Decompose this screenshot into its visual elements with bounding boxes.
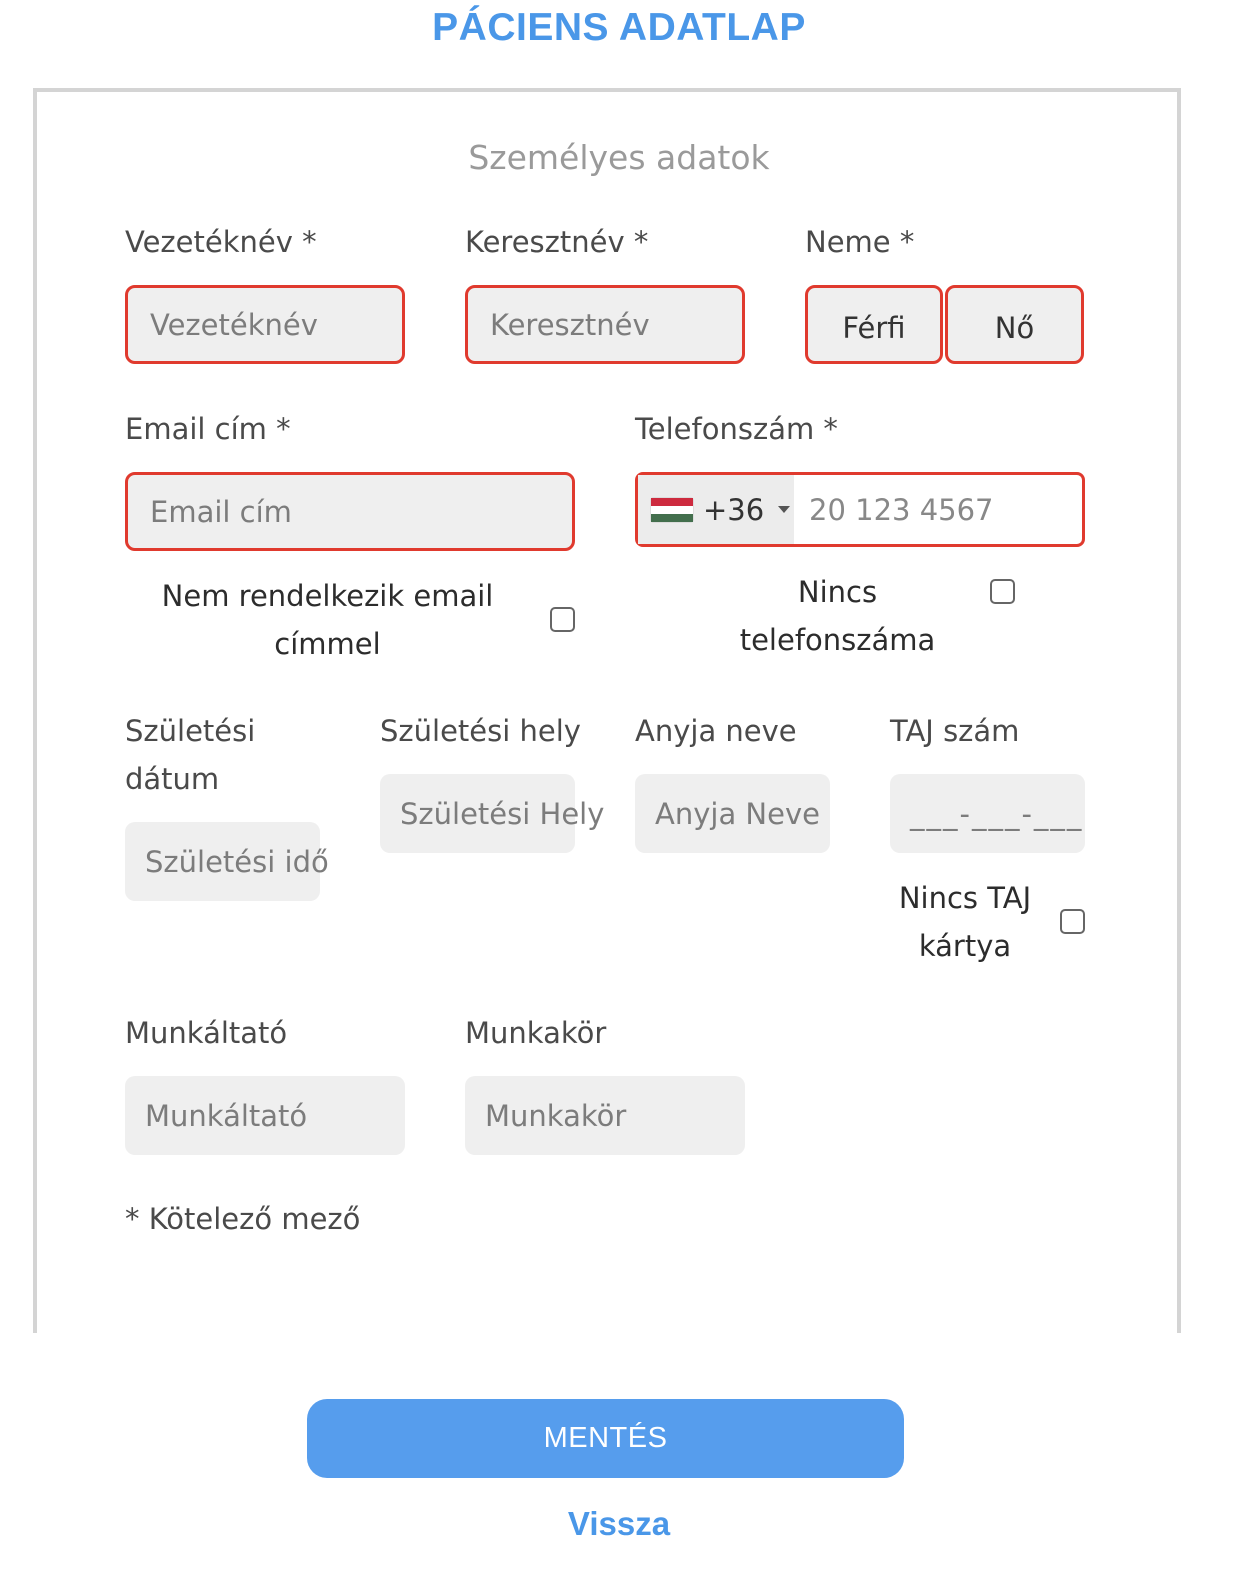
birth-place-input[interactable] (380, 774, 605, 853)
birth-date-label (125, 707, 255, 803)
required-field-note: * Kötelező mező (125, 1202, 361, 1236)
phone-placeholder: 20 123 4567 (809, 492, 994, 527)
gender-female-button[interactable]: Nő (945, 285, 1084, 364)
mother-name-label: Anyja neve (635, 714, 797, 748)
no-phone-label: Nincs telefonszáma (739, 575, 936, 657)
email-placeholder: Email cím (150, 494, 292, 529)
save-button[interactable]: MENTÉS (307, 1399, 904, 1478)
no-email-label-line1: Nem rendelkezik email (161, 579, 494, 613)
taj-input[interactable] (890, 774, 1085, 853)
phone-label: Telefonszám * (635, 412, 838, 446)
first-name-label: Keresztnév * (465, 225, 649, 259)
hungary-flag-icon (651, 498, 693, 522)
gender-label: Neme * (805, 225, 915, 259)
mother-name-placeholder: Anyja Neve (655, 796, 820, 831)
birth-date-label-line2: dátum (125, 762, 220, 796)
no-email-checkbox[interactable] (550, 607, 575, 632)
phone-field (635, 472, 1085, 547)
phone-input[interactable] (794, 475, 1082, 544)
birth-place-label: Születési hely (380, 714, 581, 748)
taj-placeholder: ___-___-___ (910, 796, 1084, 831)
job-input[interactable] (465, 1076, 745, 1155)
employer-input[interactable] (125, 1076, 405, 1155)
caret-down-icon (778, 506, 790, 513)
last-name-label: Vezetéknév * (125, 225, 317, 259)
no-phone-checkbox[interactable] (990, 579, 1015, 604)
mother-name-input[interactable] (635, 774, 830, 853)
page-title: PÁCIENS ADATLAP (432, 6, 806, 49)
gender-male-button[interactable]: Férfi (805, 285, 943, 364)
job-label: Munkakör (465, 1016, 607, 1050)
job-placeholder: Munkakör (485, 1098, 627, 1133)
section-title: Személyes adatok (468, 138, 770, 177)
no-taj-label-line2: kártya (918, 929, 1012, 963)
employer-placeholder: Munkáltató (145, 1098, 308, 1133)
first-name-placeholder: Keresztnév (490, 307, 650, 342)
last-name-placeholder: Vezetéknév (150, 307, 318, 342)
taj-label: TAJ szám (890, 714, 1020, 748)
birth-place-placeholder: Születési Hely (400, 796, 605, 831)
dial-code: +36 (703, 492, 765, 527)
no-taj-label (885, 874, 1045, 970)
employer-label: Munkáltató (125, 1016, 288, 1050)
country-code-selector[interactable] (638, 475, 794, 544)
birth-date-placeholder: Születési idő (145, 844, 329, 879)
back-link[interactable]: Vissza (567, 1505, 671, 1542)
no-taj-checkbox[interactable] (1060, 909, 1085, 934)
email-label: Email cím * (125, 412, 291, 446)
no-taj-label-line1: Nincs TAJ (898, 881, 1032, 915)
birth-date-input[interactable] (125, 822, 329, 901)
no-email-label (150, 572, 505, 668)
no-email-label-line2: címmel (274, 627, 381, 661)
email-input[interactable] (125, 472, 575, 551)
last-name-input[interactable] (125, 285, 405, 364)
birth-date-label-line1: Születési (125, 714, 256, 748)
first-name-input[interactable] (465, 285, 745, 364)
